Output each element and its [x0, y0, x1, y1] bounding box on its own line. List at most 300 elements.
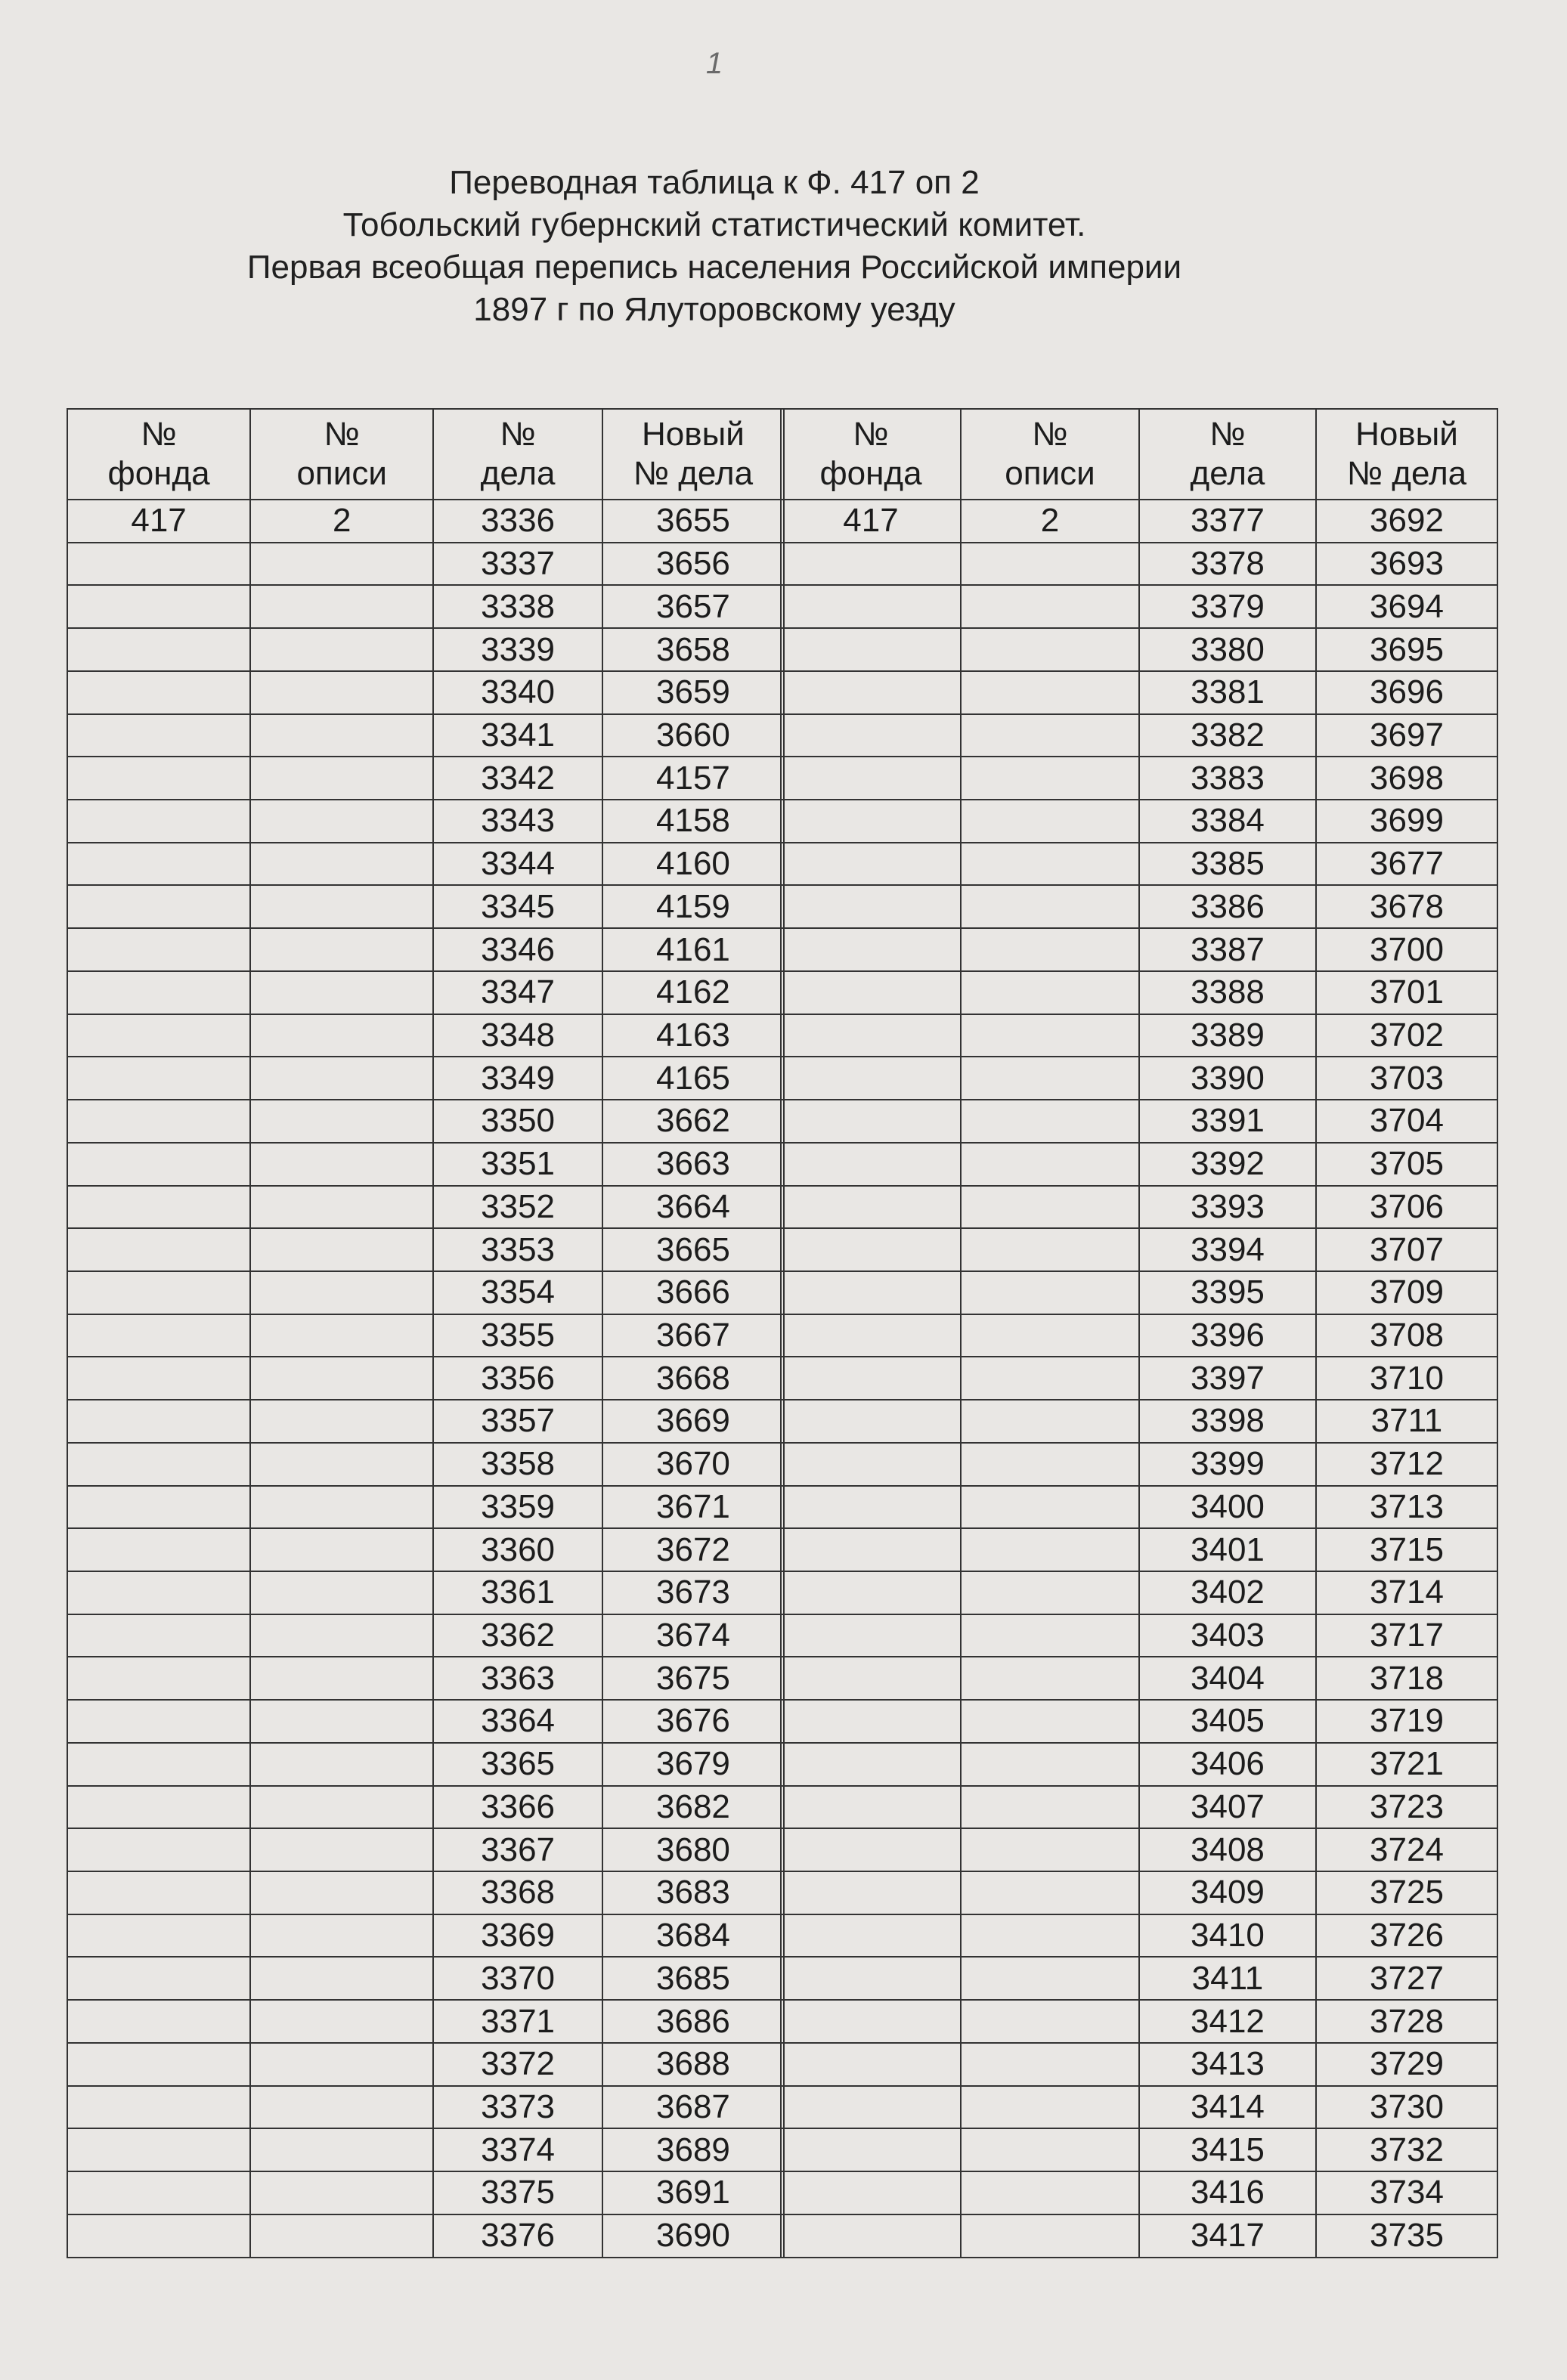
cell-delo: 3350 — [433, 1100, 602, 1143]
cell-delo: 3392 — [1139, 1143, 1316, 1186]
table-row — [781, 500, 1497, 543]
cell-new-delo: 3692 — [1316, 500, 1497, 543]
cell-delo: 3385 — [1139, 843, 1316, 886]
cell-new-delo: 3734 — [1316, 2171, 1497, 2214]
cell-fond — [781, 2000, 961, 2043]
table-row — [67, 2214, 784, 2258]
table-row — [67, 2171, 784, 2214]
cell-opis — [961, 1143, 1139, 1186]
cell-opis — [961, 628, 1139, 671]
cell-new-delo: 3684 — [602, 1914, 784, 1958]
cell-fond — [781, 1614, 961, 1657]
cell-new-delo: 3671 — [602, 1486, 784, 1529]
cell-delo: 3387 — [1139, 928, 1316, 971]
cell-fond — [781, 1057, 961, 1100]
table-row — [67, 1486, 784, 1529]
cell-new-delo: 4162 — [602, 971, 784, 1014]
table-row — [781, 928, 1497, 971]
table-row — [67, 1871, 784, 1914]
title-line: Переводная таблица к Ф. 417 оп 2 — [449, 164, 980, 201]
cell-opis — [250, 671, 433, 714]
cell-opis — [250, 1100, 433, 1143]
cell-opis — [250, 2171, 433, 2214]
cell-new-delo: 3702 — [1316, 1014, 1497, 1057]
cell-new-delo: 3705 — [1316, 1143, 1497, 1186]
cell-new-delo: 3688 — [602, 2043, 784, 2086]
cell-new-delo: 3713 — [1316, 1486, 1497, 1529]
cell-delo: 3415 — [1139, 2128, 1316, 2171]
cell-opis — [250, 1486, 433, 1529]
table-row — [781, 2043, 1497, 2086]
cell-fond — [67, 928, 250, 971]
cell-opis — [961, 885, 1139, 928]
cell-opis — [961, 757, 1139, 800]
cell-fond — [781, 2171, 961, 2214]
cell-delo: 3341 — [433, 714, 602, 757]
cell-new-delo: 3687 — [602, 2086, 784, 2129]
cell-delo: 3367 — [433, 1828, 602, 1871]
cell-fond — [67, 1228, 250, 1271]
cell-delo: 3386 — [1139, 885, 1316, 928]
cell-fond — [67, 1400, 250, 1443]
cell-delo: 3339 — [433, 628, 602, 671]
cell-fond — [67, 1914, 250, 1958]
cell-opis — [961, 2171, 1139, 2214]
table-row — [67, 714, 784, 757]
cell-opis — [250, 1700, 433, 1743]
table-row — [67, 1400, 784, 1443]
table-body-right — [781, 500, 1497, 2258]
table-row — [781, 1957, 1497, 2000]
cell-delo: 3361 — [433, 1571, 602, 1614]
cell-new-delo: 3676 — [602, 1700, 784, 1743]
table-row — [781, 2128, 1497, 2171]
table-row — [67, 1271, 784, 1314]
cell-opis — [250, 585, 433, 628]
table-row — [67, 1057, 784, 1100]
cell-fond — [781, 585, 961, 628]
cell-new-delo: 3696 — [1316, 671, 1497, 714]
table-row — [67, 628, 784, 671]
cell-opis — [250, 800, 433, 843]
cell-new-delo: 3680 — [602, 1828, 784, 1871]
cell-delo: 3412 — [1139, 2000, 1316, 2043]
table-row — [781, 714, 1497, 757]
cell-opis — [250, 1614, 433, 1657]
cell-new-delo: 3714 — [1316, 1571, 1497, 1614]
table-row — [67, 971, 784, 1014]
cell-new-delo: 3729 — [1316, 2043, 1497, 2086]
cell-opis — [250, 1443, 433, 1486]
cell-fond — [67, 1614, 250, 1657]
title-line: 1897 г по Ялуторовскому уезду — [473, 291, 955, 328]
header-fond: № фонда — [781, 409, 961, 500]
table-row — [67, 1828, 784, 1871]
table-row — [781, 543, 1497, 586]
cell-new-delo: 3721 — [1316, 1743, 1497, 1786]
table-row — [781, 1486, 1497, 1529]
table-row — [781, 1657, 1497, 1700]
cell-new-delo: 3730 — [1316, 2086, 1497, 2129]
cell-new-delo: 3704 — [1316, 1100, 1497, 1143]
cell-new-delo: 3732 — [1316, 2128, 1497, 2171]
cell-new-delo: 3658 — [602, 628, 784, 671]
cell-fond — [67, 543, 250, 586]
cell-fond — [67, 2043, 250, 2086]
cell-fond — [781, 1228, 961, 1271]
cell-new-delo: 3677 — [1316, 843, 1497, 886]
cell-fond — [67, 1443, 250, 1486]
table-row — [781, 1314, 1497, 1357]
table-row — [781, 1443, 1497, 1486]
cell-fond — [781, 1100, 961, 1143]
cell-delo: 3378 — [1139, 543, 1316, 586]
cell-fond — [67, 1357, 250, 1400]
cell-delo: 3358 — [433, 1443, 602, 1486]
cell-delo: 3400 — [1139, 1486, 1316, 1529]
cell-fond — [781, 1186, 961, 1229]
cell-new-delo: 3694 — [1316, 585, 1497, 628]
cell-delo: 3375 — [433, 2171, 602, 2214]
table-row — [781, 1357, 1497, 1400]
cell-new-delo: 3708 — [1316, 1314, 1497, 1357]
cell-opis — [961, 1400, 1139, 1443]
cell-new-delo: 3656 — [602, 543, 784, 586]
cell-opis — [961, 1486, 1139, 1529]
table-row — [781, 800, 1497, 843]
table-row — [67, 885, 784, 928]
cell-delo: 3391 — [1139, 1100, 1316, 1143]
cell-fond — [67, 1743, 250, 1786]
cell-opis — [961, 1657, 1139, 1700]
cell-new-delo: 3665 — [602, 1228, 784, 1271]
cell-opis — [250, 2086, 433, 2129]
cell-opis — [961, 1357, 1139, 1400]
cell-fond — [781, 1014, 961, 1057]
cell-opis: 2 — [250, 500, 433, 543]
cell-fond — [67, 1957, 250, 2000]
cell-fond — [67, 1571, 250, 1614]
cell-fond — [67, 2000, 250, 2043]
cell-delo: 3359 — [433, 1486, 602, 1529]
cell-fond — [781, 714, 961, 757]
header-new-delo: Новый № дела — [1316, 409, 1497, 500]
cell-new-delo: 3724 — [1316, 1828, 1497, 1871]
table-row — [67, 500, 784, 543]
cell-fond — [67, 843, 250, 886]
cell-delo: 3368 — [433, 1871, 602, 1914]
cell-new-delo: 3728 — [1316, 2000, 1497, 2043]
cell-new-delo: 4159 — [602, 885, 784, 928]
cell-new-delo: 3698 — [1316, 757, 1497, 800]
cell-fond — [67, 2171, 250, 2214]
cell-new-delo: 4158 — [602, 800, 784, 843]
cell-fond — [67, 1786, 250, 1829]
table-row — [781, 2086, 1497, 2129]
cell-opis — [961, 1828, 1139, 1871]
cell-opis: 2 — [961, 500, 1139, 543]
cell-new-delo: 4161 — [602, 928, 784, 971]
table-row — [67, 843, 784, 886]
cell-new-delo: 3686 — [602, 2000, 784, 2043]
cell-new-delo: 3723 — [1316, 1786, 1497, 1829]
cell-new-delo: 4163 — [602, 1014, 784, 1057]
cell-new-delo: 3678 — [1316, 885, 1497, 928]
cell-fond — [781, 1828, 961, 1871]
cell-new-delo: 3689 — [602, 2128, 784, 2171]
table-row — [781, 2171, 1497, 2214]
table-row — [67, 1914, 784, 1958]
table-row — [781, 843, 1497, 886]
cell-opis — [961, 1271, 1139, 1314]
table-row — [67, 1443, 784, 1486]
cell-opis — [250, 1871, 433, 1914]
cell-new-delo: 3667 — [602, 1314, 784, 1357]
cell-fond — [781, 885, 961, 928]
document-title — [0, 162, 1429, 331]
table-row — [67, 757, 784, 800]
table-header-row — [781, 409, 1497, 500]
cell-opis — [961, 1057, 1139, 1100]
cell-fond — [781, 757, 961, 800]
cell-opis — [250, 1228, 433, 1271]
cell-delo: 3380 — [1139, 628, 1316, 671]
cell-fond — [781, 628, 961, 671]
cell-delo: 3408 — [1139, 1828, 1316, 1871]
cell-fond — [67, 885, 250, 928]
cell-delo: 3344 — [433, 843, 602, 886]
cell-opis — [250, 1271, 433, 1314]
table-row — [781, 1400, 1497, 1443]
cell-delo: 3397 — [1139, 1357, 1316, 1400]
cell-new-delo: 3725 — [1316, 1871, 1497, 1914]
cell-new-delo: 4157 — [602, 757, 784, 800]
cell-new-delo: 3683 — [602, 1871, 784, 1914]
header-opis: № описи — [961, 409, 1139, 500]
cell-delo: 3360 — [433, 1528, 602, 1571]
table-row — [781, 971, 1497, 1014]
table-row — [67, 1357, 784, 1400]
cell-opis — [250, 757, 433, 800]
cell-delo: 3337 — [433, 543, 602, 586]
cell-fond — [67, 2128, 250, 2171]
cell-opis — [250, 2000, 433, 2043]
table-row — [67, 1314, 784, 1357]
cell-opis — [250, 1143, 433, 1186]
cell-new-delo: 3674 — [602, 1614, 784, 1657]
cell-opis — [961, 1614, 1139, 1657]
cell-opis — [961, 1914, 1139, 1958]
table-row — [781, 1914, 1497, 1958]
cell-fond — [781, 1957, 961, 2000]
table-row — [67, 585, 784, 628]
cell-opis — [250, 971, 433, 1014]
cell-delo: 3396 — [1139, 1314, 1316, 1357]
cell-new-delo: 3697 — [1316, 714, 1497, 757]
cell-fond — [781, 971, 961, 1014]
table-row — [67, 1614, 784, 1657]
cell-opis — [961, 1100, 1139, 1143]
cell-opis — [250, 843, 433, 886]
table-row — [781, 628, 1497, 671]
cell-fond — [67, 1143, 250, 1186]
cell-delo: 3393 — [1139, 1186, 1316, 1229]
cell-opis — [961, 2000, 1139, 2043]
cell-opis — [250, 1743, 433, 1786]
cell-new-delo: 3695 — [1316, 628, 1497, 671]
table-row — [781, 1100, 1497, 1143]
cell-new-delo: 3718 — [1316, 1657, 1497, 1700]
cell-new-delo: 3717 — [1316, 1614, 1497, 1657]
cell-fond — [781, 2043, 961, 2086]
table-row — [67, 1743, 784, 1786]
cell-opis — [250, 2128, 433, 2171]
cell-fond — [781, 1914, 961, 1958]
cell-delo: 3409 — [1139, 1871, 1316, 1914]
cell-delo: 3376 — [433, 2214, 602, 2258]
cell-opis — [961, 1571, 1139, 1614]
cell-delo: 3405 — [1139, 1700, 1316, 1743]
table-row — [781, 1271, 1497, 1314]
cell-opis — [961, 1186, 1139, 1229]
table-row — [67, 1186, 784, 1229]
table-row — [781, 671, 1497, 714]
cell-fond — [781, 2086, 961, 2129]
cell-new-delo: 3664 — [602, 1186, 784, 1229]
cell-new-delo: 3672 — [602, 1528, 784, 1571]
table-row — [781, 1786, 1497, 1829]
cell-opis — [961, 2128, 1139, 2171]
cell-fond — [781, 1743, 961, 1786]
table-row — [781, 2000, 1497, 2043]
cell-fond — [67, 671, 250, 714]
cell-opis — [250, 1357, 433, 1400]
cell-delo: 3382 — [1139, 714, 1316, 757]
cell-opis — [250, 1657, 433, 1700]
cell-delo: 3384 — [1139, 800, 1316, 843]
cell-fond — [67, 1871, 250, 1914]
cell-fond — [67, 1828, 250, 1871]
cell-delo: 3394 — [1139, 1228, 1316, 1271]
cell-fond — [781, 1357, 961, 1400]
table-row — [67, 1957, 784, 2000]
cell-new-delo: 3703 — [1316, 1057, 1497, 1100]
header-delo: № дела — [1139, 409, 1316, 500]
cell-opis — [961, 1957, 1139, 2000]
cell-new-delo: 3670 — [602, 1443, 784, 1486]
table-row — [67, 2086, 784, 2129]
conversion-table-left — [67, 408, 785, 2258]
cell-opis — [961, 1314, 1139, 1357]
cell-fond — [781, 2214, 961, 2258]
cell-new-delo: 3655 — [602, 500, 784, 543]
cell-fond — [781, 2128, 961, 2171]
cell-delo: 3343 — [433, 800, 602, 843]
cell-new-delo: 3727 — [1316, 1957, 1497, 2000]
cell-delo: 3349 — [433, 1057, 602, 1100]
cell-opis — [961, 800, 1139, 843]
cell-fond: 417 — [67, 500, 250, 543]
table-row — [781, 1828, 1497, 1871]
cell-fond — [67, 1271, 250, 1314]
cell-fond — [67, 1100, 250, 1143]
cell-new-delo: 3691 — [602, 2171, 784, 2214]
table-row — [67, 1700, 784, 1743]
table-row — [781, 1057, 1497, 1100]
cell-delo: 3407 — [1139, 1786, 1316, 1829]
cell-opis — [250, 2214, 433, 2258]
cell-fond — [67, 1314, 250, 1357]
cell-new-delo: 3659 — [602, 671, 784, 714]
cell-delo: 3364 — [433, 1700, 602, 1743]
cell-delo: 3353 — [433, 1228, 602, 1271]
cell-new-delo: 3675 — [602, 1657, 784, 1700]
cell-fond — [67, 1186, 250, 1229]
cell-opis — [961, 1014, 1139, 1057]
table-row — [67, 2043, 784, 2086]
cell-delo: 3379 — [1139, 585, 1316, 628]
cell-delo: 3404 — [1139, 1657, 1316, 1700]
cell-new-delo: 3699 — [1316, 800, 1497, 843]
cell-fond — [781, 1871, 961, 1914]
cell-fond — [67, 2214, 250, 2258]
cell-opis — [250, 714, 433, 757]
cell-fond — [781, 800, 961, 843]
cell-opis — [961, 2086, 1139, 2129]
cell-opis — [250, 1571, 433, 1614]
cell-opis — [961, 971, 1139, 1014]
cell-new-delo: 3735 — [1316, 2214, 1497, 2258]
table-row — [781, 585, 1497, 628]
table-row — [67, 1100, 784, 1143]
cell-new-delo: 3660 — [602, 714, 784, 757]
header-delo: № дела — [433, 409, 602, 500]
cell-delo: 3372 — [433, 2043, 602, 2086]
table-row — [67, 2128, 784, 2171]
cell-delo: 3370 — [433, 1957, 602, 2000]
cell-delo: 3357 — [433, 1400, 602, 1443]
cell-delo: 3351 — [433, 1143, 602, 1186]
cell-opis — [961, 1743, 1139, 1786]
table-row — [67, 543, 784, 586]
cell-fond — [781, 1700, 961, 1743]
table-row — [781, 885, 1497, 928]
cell-new-delo: 3715 — [1316, 1528, 1497, 1571]
cell-opis — [250, 1314, 433, 1357]
cell-delo: 3373 — [433, 2086, 602, 2129]
cell-delo: 3406 — [1139, 1743, 1316, 1786]
table-row — [67, 800, 784, 843]
title-line: Первая всеобщая перепись населения Российской империи — [246, 249, 1182, 286]
cell-delo: 3348 — [433, 1014, 602, 1057]
table-row — [781, 1571, 1497, 1614]
cell-fond — [67, 585, 250, 628]
cell-fond — [781, 1400, 961, 1443]
cell-fond — [781, 1528, 961, 1571]
cell-fond — [781, 1271, 961, 1314]
cell-delo: 3374 — [433, 2128, 602, 2171]
table-row — [781, 1186, 1497, 1229]
cell-delo: 3365 — [433, 1743, 602, 1786]
conversion-table-right — [780, 408, 1498, 2258]
cell-delo: 3345 — [433, 885, 602, 928]
cell-opis — [250, 628, 433, 671]
cell-delo: 3381 — [1139, 671, 1316, 714]
table-row — [67, 928, 784, 971]
header-new-delo: Новый № дела — [602, 409, 784, 500]
cell-new-delo: 3700 — [1316, 928, 1497, 971]
cell-delo: 3413 — [1139, 2043, 1316, 2086]
